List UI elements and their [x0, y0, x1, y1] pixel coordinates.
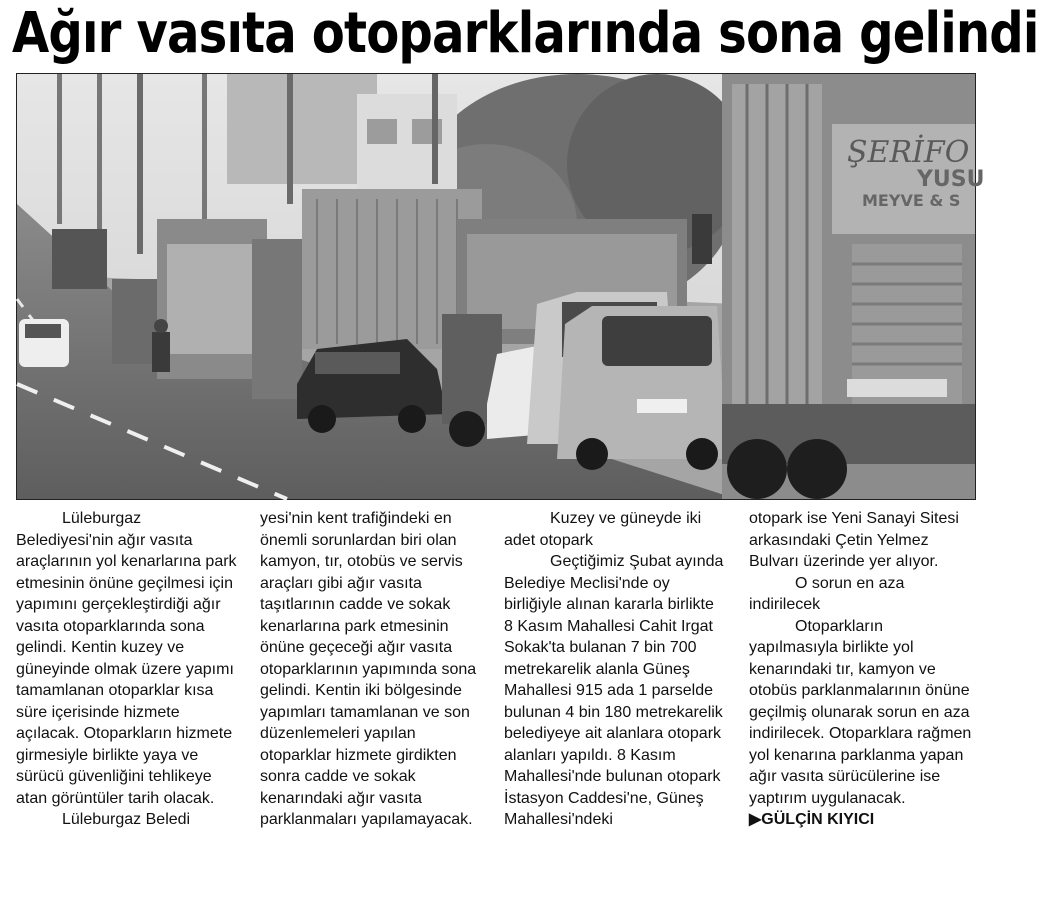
article-column-2 — [260, 508, 482, 878]
truck-sign-line3: MEYVE & S — [862, 191, 961, 210]
trucks-roadside-photo — [17, 74, 985, 499]
subheading: O sorun en aza indirilecek — [749, 574, 905, 613]
truck-sign-line1: ŞERİFO — [847, 135, 970, 170]
paragraph: Geçtiğimiz Şubat ayında Belediye Meclisi'nde oy birliğiyle alınan kararla birlikte 8 Kasım Mahallesi Cahit Irgat Sokak'ta bulanan 7 bin 700 metrekarelik alanla Güneş Mahallesi 915 ada 1 parselde bulunan 4 bin 180 metrekarelik belediyeye ait alanlara otopark alanları yapıldı. 8 Kasım Mahallesi'nde bulunan otopark İstasyon Caddesi'ne, Güneş Mahallesi'ndeki — [504, 553, 724, 828]
subheading: Kuzey ve güneyde iki adet otopark — [504, 510, 702, 549]
paragraph: yesi'nin kent trafiğindeki en önemli sorunlardan biri olan kamyon, tır, otobüs ve servis araçları gibi ağır vasıta taşıtlarının cadde ve sokak kenarlarına park etmesinin önüne geçeceği ağır vasıta otoparklarının yapımında sona gelindi. Kentin iki bölgesinde yapımları tamamlanan ve son düzenlemeleri yapılan otoparklar hizmete girdikten sonra cadde ve sokak kenarındaki ağır vasıta parklanmaları yapılamayacak. — [260, 510, 477, 828]
article-column-3 — [504, 508, 726, 878]
article-column-1 — [16, 508, 238, 878]
paragraph: otopark ise Yeni Sanayi Sitesi arkasındaki Çetin Yelmez Bulvarı üzerinde yer alıyor. — [749, 510, 959, 570]
byline: ▶GÜLÇİN KIYICI — [749, 811, 875, 828]
article-column-4 — [749, 508, 974, 878]
headline: Ağır vasıta otoparklarında sona gelindi — [12, 1, 1039, 66]
truck-sign-line2: YUSU — [917, 167, 985, 192]
article-body — [16, 508, 974, 878]
paragraph: Lüleburgaz Belediyesi'nin ağır vasıta araçlarının yol kenarlarına park etmesinin önüne geçilmesi için yapımını gerçekleştirdiği ağır vasıta otoparklarında sona gelindi. Kentin kuzey ve güneyinde olmak üzere yapımı tamamlanan otoparklar kısa süre içerisinde hizmete açılacak. Otoparkların hizmete girmesiyle birlikte yaya ve sürücü güvenliğini tehlikeye atan görüntüler tarih olacak. — [16, 510, 237, 807]
news-photo — [16, 73, 985, 500]
paragraph: Lüleburgaz Beledi — [62, 811, 191, 828]
paragraph: Otoparkların yapılmasıyla birlikte yol kenarındaki tır, kamyon ve otobüs parklanmalarının önüne geçilmiş olunarak sorun en aza indirilecek. Otoparklara rağmen yol kenarına parklanma yapan ağır vasıta sürücülerine ise yaptırım uygulanacak. — [749, 617, 972, 807]
